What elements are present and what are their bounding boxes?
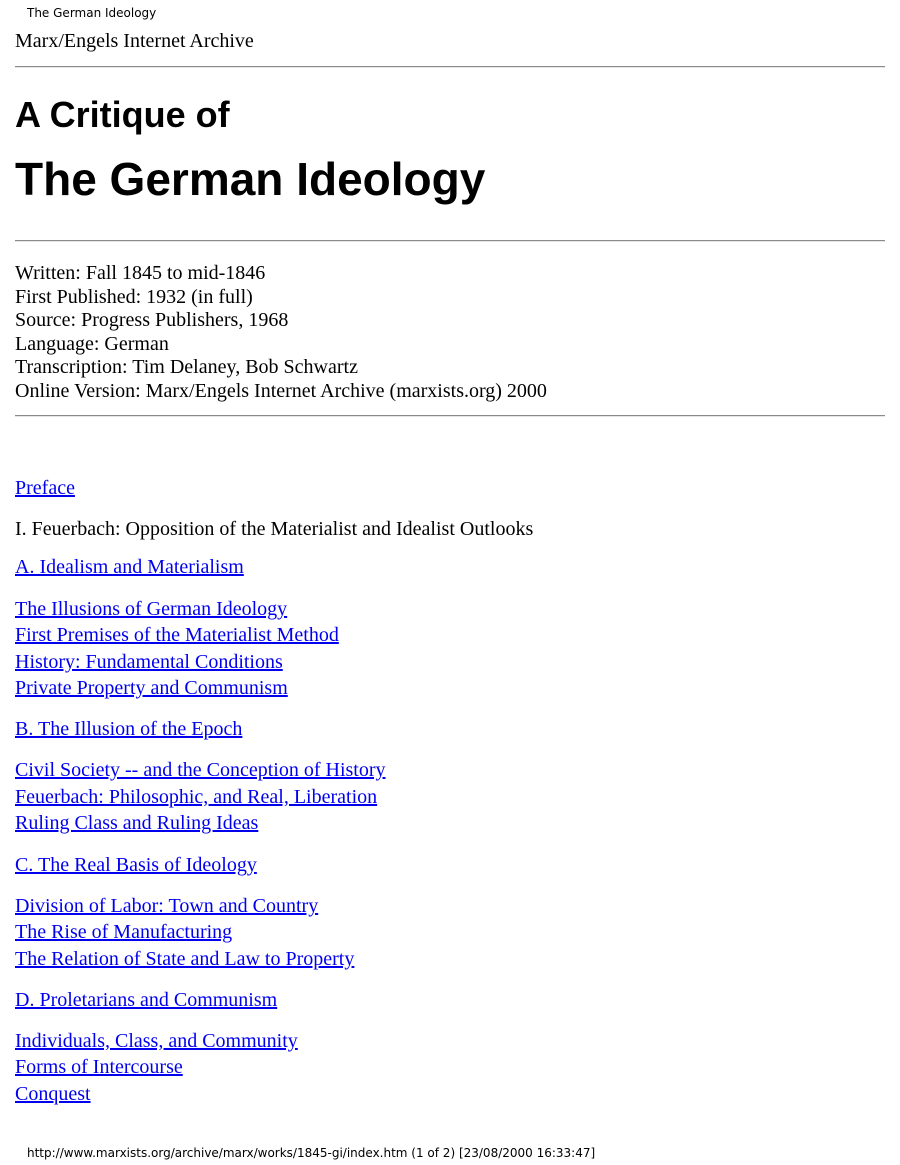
meta-written: Written: Fall 1845 to mid-1846 <box>15 262 266 284</box>
toc-link-ruling-class[interactable]: Ruling Class and Ruling Ideas <box>15 812 259 834</box>
toc-link-conquest[interactable]: Conquest <box>15 1083 91 1105</box>
toc-link-manufacturing[interactable]: The Rise of Manufacturing <box>15 921 233 943</box>
site-name: Marx/Engels Internet Archive <box>15 30 254 52</box>
toc-link-individuals-class[interactable]: Individuals, Class, and Community <box>15 1030 298 1052</box>
meta-transcription: Transcription: Tim Delaney, Bob Schwartz <box>15 356 358 379</box>
meta-source: Source: Progress Publishers, 1968 <box>15 309 289 332</box>
toc-link-section-d[interactable]: D. Proletarians and Communism <box>15 989 278 1011</box>
page-subtitle: A Critique of <box>15 94 230 135</box>
toc-link-division-labor[interactable]: Division of Labor: Town and Country <box>15 895 319 917</box>
toc-link-illusions[interactable]: The Illusions of German Ideology <box>15 598 288 620</box>
toc-link-civil-society[interactable]: Civil Society -- and the Conception of History <box>15 759 386 781</box>
divider <box>15 66 885 68</box>
toc-link-first-premises[interactable]: First Premises of the Materialist Method <box>15 624 339 646</box>
toc-part-heading: I. Feuerbach: Opposition of the Materialist and Idealist Outlooks <box>15 518 534 540</box>
divider <box>15 415 885 417</box>
divider <box>15 240 885 242</box>
toc-link-section-c[interactable]: C. The Real Basis of Ideology <box>15 854 257 876</box>
print-footer-url: http://www.marxists.org/archive/marx/works/1845-gi/index.htm (1 of 2) [23/08/2000 16:33:47] <box>27 1146 596 1160</box>
page-title: The German Ideology <box>15 153 486 205</box>
toc-link-feuerbach-liberation[interactable]: Feuerbach: Philosophic, and Real, Liberation <box>15 786 378 808</box>
meta-first-published: First Published: 1932 (in full) <box>15 285 253 308</box>
toc-link-intercourse[interactable]: Forms of Intercourse <box>15 1056 183 1078</box>
toc-link-section-a[interactable]: A. Idealism and Materialism <box>15 556 244 578</box>
meta-language: Language: German <box>15 332 169 355</box>
toc-link-preface[interactable]: Preface <box>15 477 75 499</box>
print-header-title: The German Ideology <box>27 6 157 20</box>
toc-link-history-conditions[interactable]: History: Fundamental Conditions <box>15 651 283 673</box>
toc-link-private-property[interactable]: Private Property and Communism <box>15 677 288 699</box>
meta-online-version: Online Version: Marx/Engels Internet Archive (marxists.org) 2000 <box>15 379 547 402</box>
toc-link-state-law[interactable]: The Relation of State and Law to Property <box>15 948 355 970</box>
metadata-block <box>15 262 547 404</box>
toc-link-section-b[interactable]: B. The Illusion of the Epoch <box>15 718 243 740</box>
